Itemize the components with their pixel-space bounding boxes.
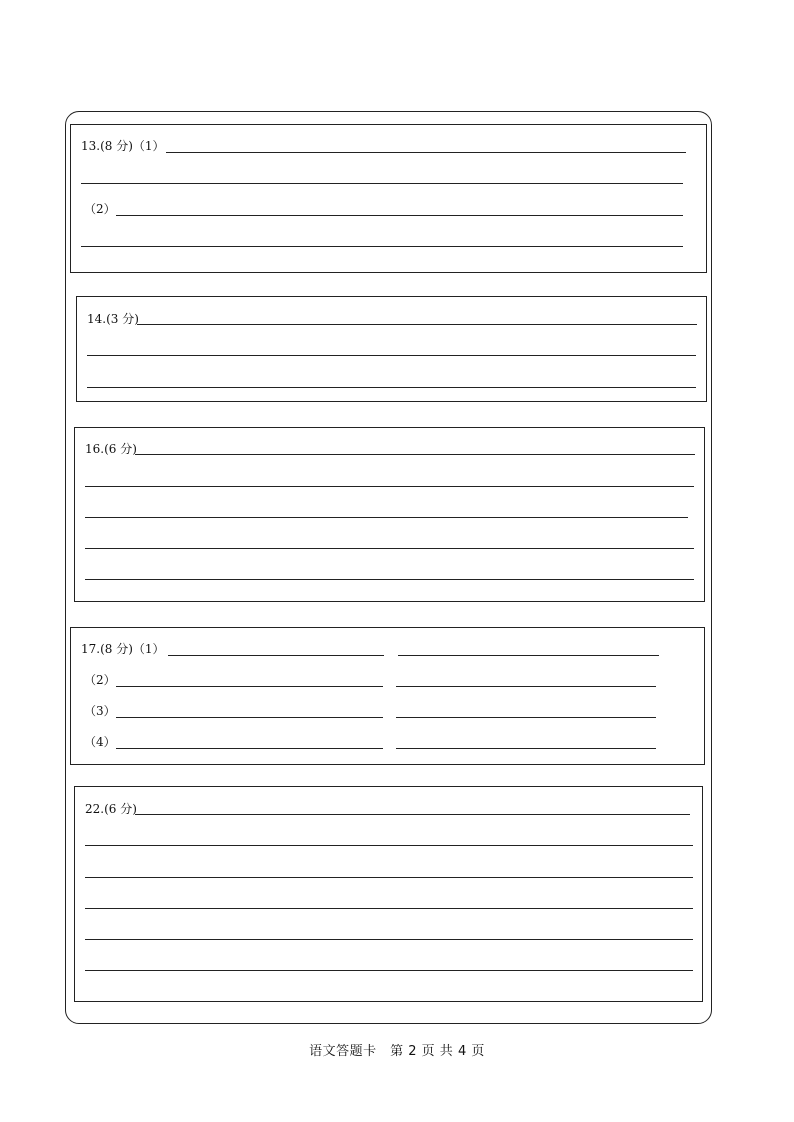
- answer-line[interactable]: [85, 845, 693, 846]
- question-17-sub2-label: （2）: [84, 673, 116, 687]
- answer-line[interactable]: [396, 717, 656, 718]
- question-14-label: 14.(3 分): [87, 312, 139, 326]
- question-13-sub2-label: （2）: [84, 202, 116, 216]
- answer-line[interactable]: [396, 686, 656, 687]
- answer-line[interactable]: [85, 939, 693, 940]
- question-13-label: 13.(8 分)（1）: [81, 139, 165, 153]
- answer-line[interactable]: [85, 517, 688, 518]
- answer-line[interactable]: [81, 183, 683, 184]
- answer-line[interactable]: [81, 246, 683, 247]
- answer-line[interactable]: [168, 655, 384, 656]
- answer-line[interactable]: [85, 486, 694, 487]
- answer-line[interactable]: [85, 877, 693, 878]
- question-17-sub4-label: （4）: [84, 735, 116, 749]
- answer-line[interactable]: [116, 717, 383, 718]
- answer-line[interactable]: [87, 355, 696, 356]
- answer-line[interactable]: [135, 814, 690, 815]
- answer-line[interactable]: [396, 748, 656, 749]
- answer-line[interactable]: [87, 387, 696, 388]
- answer-line[interactable]: [398, 655, 659, 656]
- question-13-box: [70, 124, 707, 273]
- answer-line[interactable]: [137, 324, 697, 325]
- question-17-sub3-label: （3）: [84, 704, 116, 718]
- answer-line[interactable]: [116, 748, 383, 749]
- question-17-label: 17.(8 分)（1）: [81, 642, 165, 656]
- answer-line[interactable]: [85, 579, 694, 580]
- answer-line[interactable]: [85, 908, 693, 909]
- question-17-box: [70, 627, 705, 765]
- answer-line[interactable]: [116, 215, 683, 216]
- answer-line[interactable]: [166, 152, 686, 153]
- answer-line[interactable]: [85, 548, 694, 549]
- answer-line[interactable]: [116, 686, 383, 687]
- answer-line[interactable]: [135, 454, 695, 455]
- answer-line[interactable]: [85, 970, 693, 971]
- question-22-label: 22.(6 分): [85, 802, 137, 816]
- page-footer: 语文答题卡 第 2 页 共 4 页: [309, 1044, 485, 1059]
- question-16-label: 16.(6 分): [85, 442, 137, 456]
